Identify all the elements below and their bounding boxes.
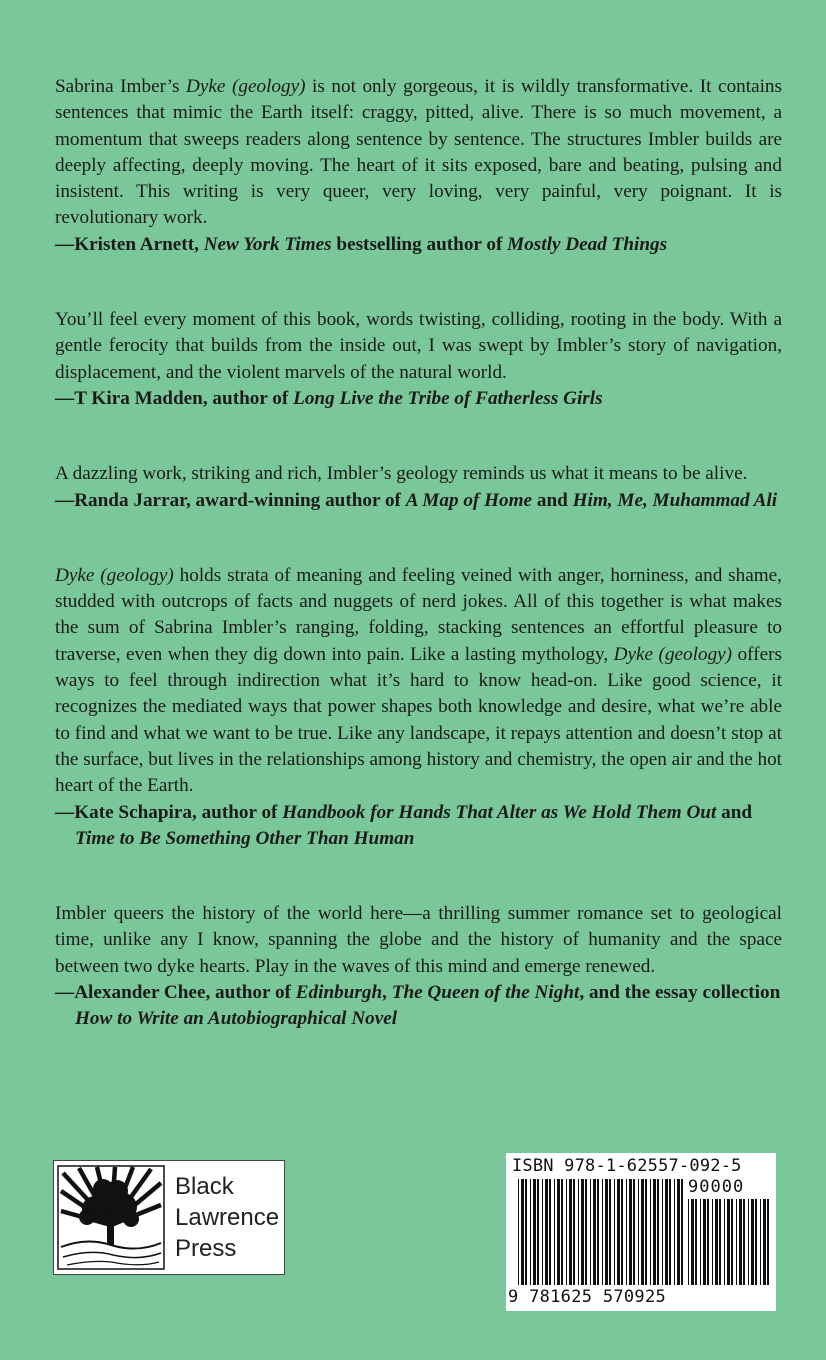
isbn-text: ISBN 978-1-62557-092-5 — [512, 1156, 742, 1176]
blurb-madden — [55, 307, 782, 412]
blurb-text: Dyke (geology) holds strata of meaning and feeling veined with anger, horniness, and shame, studded with outcrops of facts and nuggets of nerd jokes. All of this together is what makes the sum of Sabrina Imbler’s ranging, folding, stacking sentences an effortful pleasure to traverse, even when they dig down into pain. Like a lasting mythology, Dyke (geology) offers ways to feel through indirection what it’s hard to know head-on. Like good science, it recognizes the mediated ways that power shapes both knowledge and desire, what we’re able to find and what we want to be true. Like any landscape, it repays attention and doesn’t stop at the surface, but lives in the relationships among history and chemistry, the open air and the hot heart of the Earth. — [55, 564, 782, 797]
barcode-bars — [518, 1179, 684, 1291]
tree-sunburst-logo-icon — [57, 1165, 165, 1270]
addon-barcode-bars — [688, 1199, 770, 1285]
barcode-bar — [657, 1179, 659, 1285]
blurb-chee — [55, 901, 782, 1032]
barcode-bar — [578, 1179, 579, 1285]
barcode-bar — [712, 1199, 713, 1285]
barcode-bar — [566, 1179, 567, 1285]
barcode-bar — [617, 1179, 620, 1285]
blurb-text: You’ll feel every moment of this book, words twisting, colliding, rooting in the body. With a gentle ferocity that builds from the inside out, I was swept by Imbler’s story of navigation, displacement, and the violent marvels of the natural world. — [55, 309, 782, 383]
barcode-bar — [557, 1179, 560, 1285]
barcode-bar — [614, 1179, 615, 1285]
book-title: Dyke (geology) — [186, 76, 306, 97]
barcode-bar — [609, 1179, 611, 1285]
barcode-bar — [537, 1179, 539, 1285]
price-code: 90000 — [688, 1177, 745, 1197]
barcode-bar — [530, 1179, 531, 1285]
barcode-bar — [626, 1179, 627, 1285]
barcode-bar — [665, 1179, 668, 1285]
barcode-bar — [602, 1179, 603, 1285]
barcode-bar — [763, 1199, 766, 1285]
barcode-bar — [695, 1199, 697, 1285]
barcode-bar — [715, 1199, 718, 1285]
barcode-bar — [755, 1199, 757, 1285]
barcode-bar — [677, 1179, 680, 1285]
barcode-bar — [590, 1179, 591, 1285]
barcode-bar — [674, 1179, 675, 1285]
blurb-text: A dazzling work, striking and rich, Imbler’s geology reminds us what it means to be alive. — [55, 463, 748, 485]
barcode-bar — [653, 1179, 656, 1285]
blurb-schapira — [55, 563, 782, 852]
barcode-bar — [605, 1179, 608, 1285]
barcode-bar — [751, 1199, 754, 1285]
barcode-bar — [569, 1179, 572, 1285]
barcode-bar — [688, 1199, 689, 1285]
barcode-bar — [549, 1179, 551, 1285]
barcode-bar — [518, 1179, 519, 1285]
barcode-bar — [573, 1179, 575, 1285]
barcode-bar — [760, 1199, 761, 1285]
barcode-bar — [521, 1179, 524, 1285]
blurb-arnett — [55, 74, 782, 258]
barcode-bar — [638, 1179, 639, 1285]
barcode-digits: 9 781625 570925 — [508, 1287, 667, 1307]
barcode-bar — [545, 1179, 548, 1285]
blurb-text: Sabrina Imber’s Dyke (geology) is not only gorgeous, it is wildly transformative. It contains sentences that mimic the Earth itself: craggy, pitted, alive. There is so much movement, a momentum that sweeps readers along sentence by sentence. The structures Imbler builds are deeply affecting, deeply moving. The heart of it sits exposed, bare and beating, pulsing and insistent. This writing is very queer, very loving, very painful, very poignant. It is revolutionary work. — [55, 76, 782, 229]
barcode-bar — [542, 1179, 543, 1285]
barcode-bar — [629, 1179, 632, 1285]
barcode-bar — [585, 1179, 587, 1285]
blurb-attribution: —Alexander Chee, author of Edinburgh, The Queen of the Night, and the essay collection How to Write an Autobiographical Novel — [55, 982, 781, 1030]
barcode-bar — [724, 1199, 725, 1285]
barcode-bar — [621, 1179, 623, 1285]
barcode-bar — [669, 1179, 671, 1285]
barcode-bar — [645, 1179, 647, 1285]
barcode-bar — [561, 1179, 563, 1285]
barcode-bar — [739, 1199, 742, 1285]
barcode-bar — [662, 1179, 663, 1285]
barcode-bar — [703, 1199, 706, 1285]
blurb-attribution: —Kate Schapira, author of Handbook for Hands That Alter as We Hold Them Out and Time to Be Something Other Than Human — [55, 801, 753, 849]
barcode-bar — [691, 1199, 694, 1285]
barcode-bar — [533, 1179, 536, 1285]
barcode-bar — [633, 1179, 635, 1285]
barcode-bar — [525, 1179, 527, 1285]
barcode-bar — [641, 1179, 644, 1285]
barcode-bar — [597, 1179, 599, 1285]
barcode-bar — [581, 1179, 584, 1285]
barcode-bar — [593, 1179, 596, 1285]
barcode-bar — [731, 1199, 733, 1285]
blurbs-section — [55, 74, 782, 1082]
barcode-bar — [767, 1199, 769, 1285]
publisher-logo — [53, 1160, 285, 1275]
barcode-bar — [650, 1179, 651, 1285]
barcode-bar — [748, 1199, 749, 1285]
barcode-bar — [736, 1199, 737, 1285]
barcode-bar — [719, 1199, 721, 1285]
barcode-bar — [554, 1179, 555, 1285]
blurb-jarrar — [55, 461, 782, 514]
isbn-barcode — [506, 1153, 776, 1311]
barcode-bar — [727, 1199, 730, 1285]
barcode-bar — [700, 1199, 701, 1285]
blurb-attribution: —Kristen Arnett, New York Times bestselling author of Mostly Dead Things — [55, 233, 668, 255]
blurb-attribution: —T Kira Madden, author of Long Live the Tribe of Fatherless Girls — [55, 387, 603, 409]
barcode-bar — [681, 1179, 683, 1285]
barcode-bar — [743, 1199, 745, 1285]
publisher-name: Black Lawrence Press — [175, 1173, 280, 1262]
blurb-attribution: —Randa Jarrar, award-winning author of A Map of Home and Him, Me, Muhammad Ali — [55, 489, 778, 511]
blurb-text: Imbler queers the history of the world here—a thrilling summer romance set to geological time, unlike any I know, spanning the globe and the history of humanity and the space between two dyke hearts. Play in the waves of this mind and emerge renewed. — [55, 903, 782, 977]
barcode-bar — [707, 1199, 709, 1285]
